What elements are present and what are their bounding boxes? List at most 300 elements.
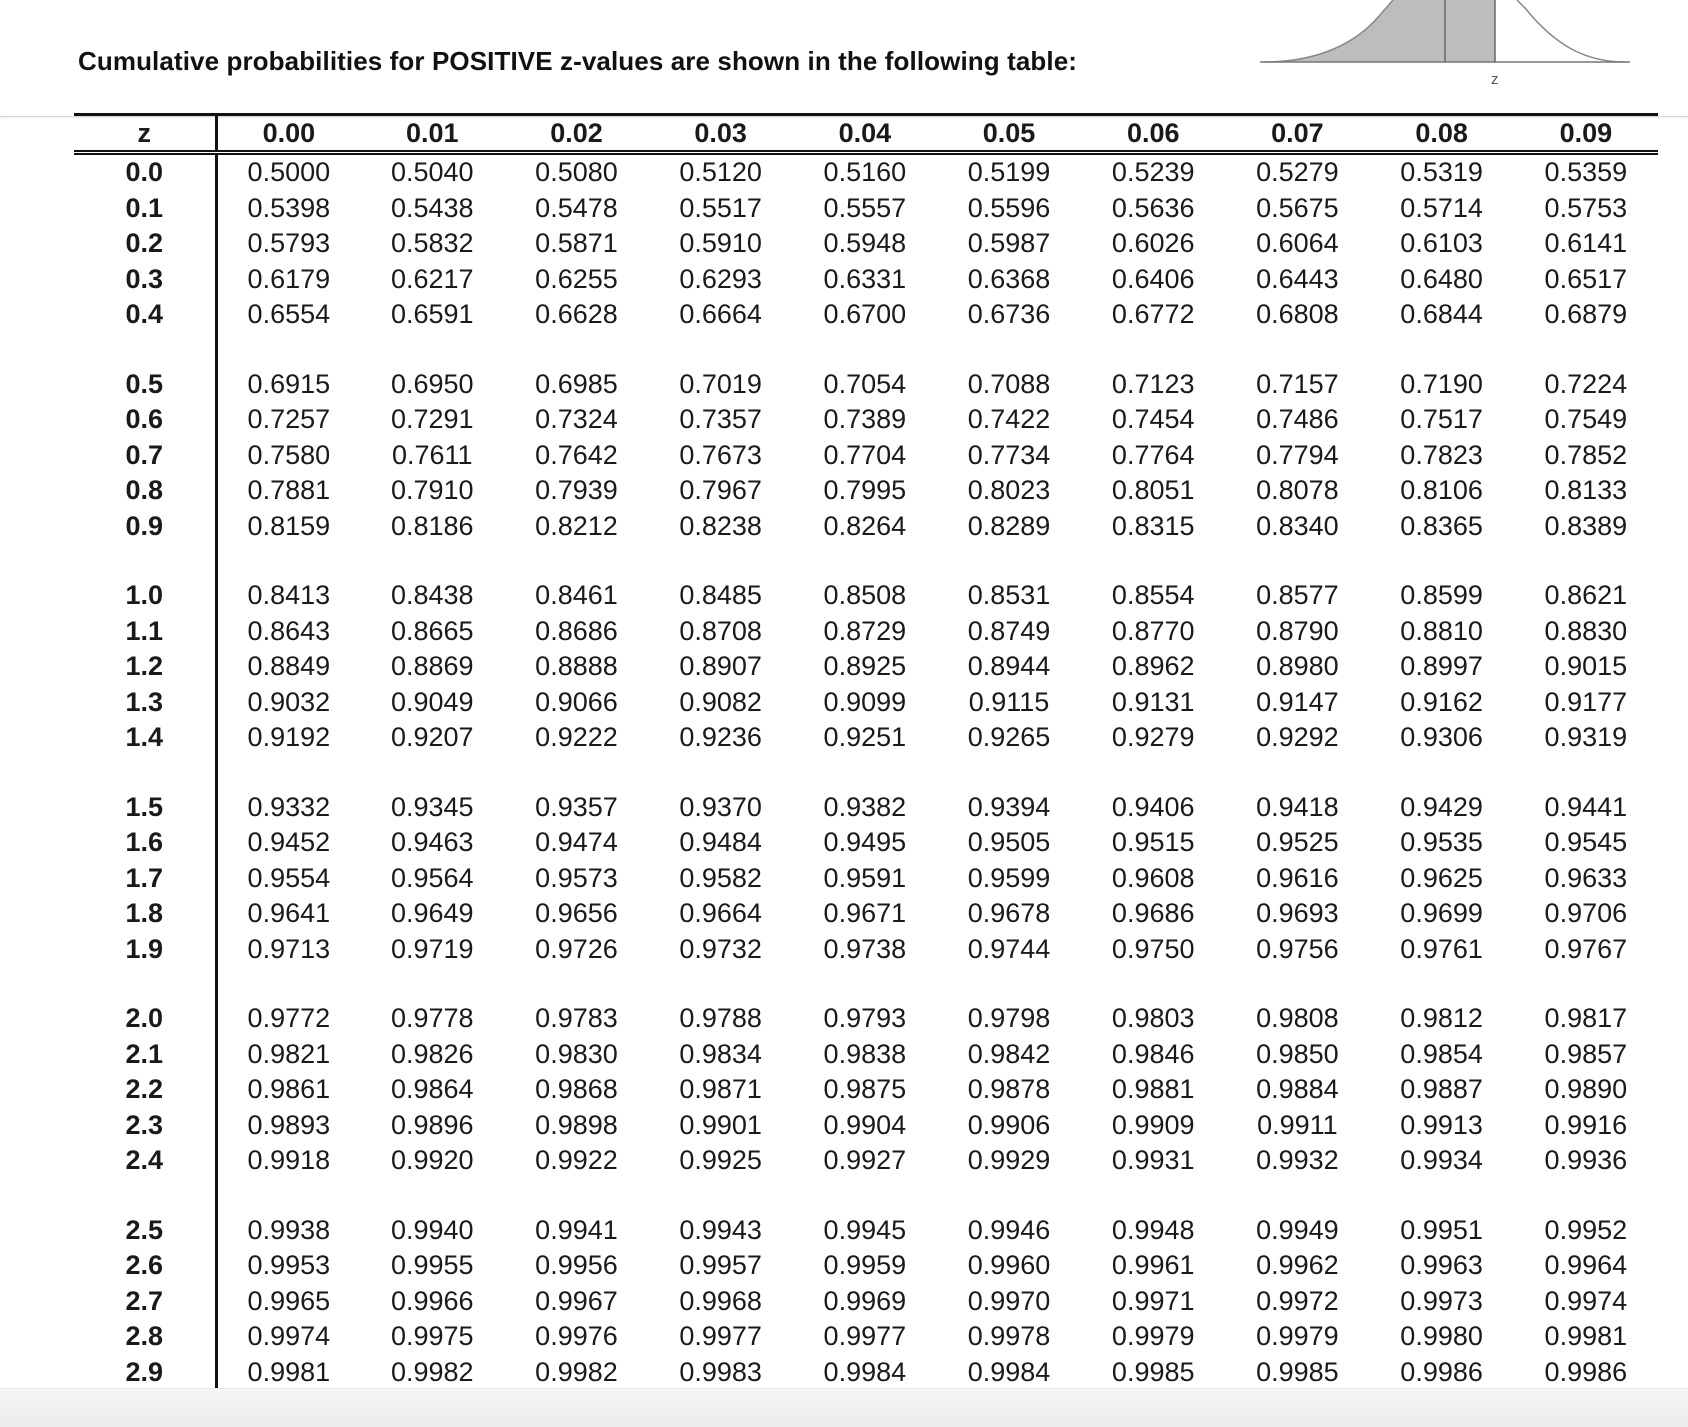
table-row bbox=[74, 509, 1658, 545]
probability-cell: 0.7224 bbox=[1544, 368, 1628, 399]
table-row bbox=[74, 1072, 1658, 1108]
probability-cell: 0.9279 bbox=[1111, 722, 1195, 753]
probability-cell: 0.9744 bbox=[967, 933, 1051, 964]
probability-cell: 0.9082 bbox=[679, 686, 762, 717]
spacer-cell bbox=[74, 544, 216, 578]
z-value: 1.4 bbox=[74, 720, 216, 756]
probability-cell: 0.5910 bbox=[679, 228, 762, 259]
probability-cell: 0.9406 bbox=[1111, 791, 1195, 822]
probability-cell: 0.9693 bbox=[1256, 898, 1339, 929]
probability-cell: 0.8508 bbox=[823, 580, 907, 611]
group-spacer bbox=[74, 544, 1658, 578]
probability-cell: 0.9941 bbox=[535, 1214, 618, 1245]
probability-cell: 0.8461 bbox=[535, 580, 618, 611]
probability-cell: 0.9984 bbox=[823, 1356, 907, 1387]
probability-cell: 0.7794 bbox=[1256, 439, 1339, 470]
probability-cell: 0.9984 bbox=[967, 1356, 1051, 1387]
probability-cell: 0.5793 bbox=[247, 228, 331, 259]
probability-cell: 0.9978 bbox=[967, 1321, 1051, 1352]
spacer-cell bbox=[216, 1179, 1658, 1213]
probability-cell: 0.5557 bbox=[823, 192, 907, 223]
probability-cell: 0.9564 bbox=[390, 862, 474, 893]
probability-cell: 0.9452 bbox=[247, 827, 331, 858]
probability-cell: 0.6331 bbox=[823, 263, 907, 294]
probability-cell: 0.9955 bbox=[390, 1250, 474, 1281]
probability-cell: 0.8264 bbox=[823, 510, 907, 541]
probability-cell: 0.9961 bbox=[1111, 1250, 1195, 1281]
spacer-cell bbox=[216, 333, 1658, 367]
group-spacer bbox=[74, 756, 1658, 790]
probability-cell: 0.7357 bbox=[679, 404, 762, 435]
probability-cell: 0.7734 bbox=[967, 439, 1051, 470]
column-header: 0.02 bbox=[504, 115, 648, 153]
probability-cell: 0.9981 bbox=[247, 1356, 331, 1387]
bottom-edge bbox=[0, 1388, 1688, 1427]
table-row bbox=[74, 1284, 1658, 1320]
probability-cell: 0.9817 bbox=[1544, 1003, 1628, 1034]
probability-cell: 0.8389 bbox=[1544, 510, 1628, 541]
probability-cell: 0.6664 bbox=[679, 299, 762, 330]
probability-cell: 0.8315 bbox=[1111, 510, 1195, 541]
probability-cell: 0.7157 bbox=[1256, 368, 1339, 399]
probability-cell: 0.9931 bbox=[1111, 1145, 1195, 1176]
probability-cell: 0.9846 bbox=[1111, 1038, 1195, 1069]
probability-cell: 0.7549 bbox=[1544, 404, 1628, 435]
probability-cell: 0.7910 bbox=[390, 475, 474, 506]
probability-cell: 0.9099 bbox=[823, 686, 907, 717]
z-value: 2.6 bbox=[74, 1248, 216, 1284]
probability-cell: 0.6443 bbox=[1256, 263, 1339, 294]
spacer-cell bbox=[74, 967, 216, 1001]
probability-cell: 0.8413 bbox=[247, 580, 331, 611]
probability-cell: 0.7291 bbox=[390, 404, 474, 435]
probability-cell: 0.9495 bbox=[823, 827, 907, 858]
probability-cell: 0.9977 bbox=[823, 1321, 907, 1352]
table-row bbox=[74, 825, 1658, 861]
probability-cell: 0.9370 bbox=[679, 791, 762, 822]
probability-cell: 0.9162 bbox=[1400, 686, 1483, 717]
probability-cell: 0.7611 bbox=[391, 439, 473, 470]
spacer-cell bbox=[74, 756, 216, 790]
probability-cell: 0.6772 bbox=[1111, 299, 1195, 330]
probability-cell: 0.8531 bbox=[967, 580, 1051, 611]
probability-cell: 0.8485 bbox=[679, 580, 762, 611]
probability-cell: 0.8554 bbox=[1111, 580, 1195, 611]
probability-cell: 0.7190 bbox=[1400, 368, 1483, 399]
probability-cell: 0.7257 bbox=[247, 404, 331, 435]
group-spacer bbox=[74, 333, 1658, 367]
z-value: 2.2 bbox=[74, 1072, 216, 1108]
probability-cell: 0.8159 bbox=[247, 510, 331, 541]
probability-cell: 0.8238 bbox=[679, 510, 762, 541]
table-row bbox=[74, 932, 1658, 968]
probability-cell: 0.9913 bbox=[1400, 1109, 1483, 1140]
probability-cell: 0.9901 bbox=[679, 1109, 762, 1140]
z-value: 1.5 bbox=[74, 790, 216, 826]
probability-cell: 0.9798 bbox=[967, 1003, 1051, 1034]
column-header: 0.07 bbox=[1225, 115, 1369, 153]
column-header: 0.08 bbox=[1370, 115, 1514, 153]
probability-cell: 0.9783 bbox=[535, 1003, 618, 1034]
probability-cell: 0.6915 bbox=[247, 368, 331, 399]
probability-cell: 0.7324 bbox=[535, 404, 618, 435]
probability-cell: 0.8770 bbox=[1111, 615, 1195, 646]
probability-cell: 0.6700 bbox=[823, 299, 907, 330]
probability-cell: 0.5398 bbox=[247, 192, 331, 223]
probability-cell: 0.9920 bbox=[390, 1145, 474, 1176]
probability-cell: 0.9738 bbox=[823, 933, 907, 964]
table-row bbox=[74, 367, 1658, 403]
probability-cell: 0.9591 bbox=[823, 862, 907, 893]
probability-cell: 0.9979 bbox=[1256, 1321, 1339, 1352]
probability-cell: 0.8289 bbox=[967, 510, 1051, 541]
probability-cell: 0.9207 bbox=[390, 722, 474, 753]
probability-cell: 0.9732 bbox=[679, 933, 762, 964]
probability-cell: 0.7454 bbox=[1111, 404, 1195, 435]
probability-cell: 0.7123 bbox=[1111, 368, 1195, 399]
probability-cell: 0.8078 bbox=[1256, 475, 1339, 506]
probability-cell: 0.9633 bbox=[1544, 862, 1628, 893]
probability-cell: 0.9418 bbox=[1256, 791, 1339, 822]
probability-cell: 0.9975 bbox=[390, 1321, 474, 1352]
probability-cell: 0.9474 bbox=[535, 827, 618, 858]
probability-cell: 0.9965 bbox=[247, 1285, 331, 1316]
probability-cell: 0.8962 bbox=[1111, 651, 1195, 682]
probability-cell: 0.7673 bbox=[679, 439, 762, 470]
probability-cell: 0.9974 bbox=[247, 1321, 331, 1352]
probability-cell: 0.9982 bbox=[535, 1356, 618, 1387]
probability-cell: 0.9871 bbox=[679, 1074, 762, 1105]
probability-cell: 0.5359 bbox=[1544, 157, 1628, 188]
probability-cell: 0.9616 bbox=[1256, 862, 1339, 893]
probability-cell: 0.9973 bbox=[1400, 1285, 1483, 1316]
probability-cell: 0.9664 bbox=[679, 898, 762, 929]
probability-cell: 0.8106 bbox=[1400, 475, 1483, 506]
column-header: 0.09 bbox=[1514, 115, 1658, 153]
probability-cell: 0.9977 bbox=[679, 1321, 762, 1352]
probability-cell: 0.9951 bbox=[1400, 1214, 1483, 1245]
probability-cell: 0.9929 bbox=[967, 1145, 1051, 1176]
probability-cell: 0.5596 bbox=[967, 192, 1051, 223]
probability-cell: 0.7939 bbox=[535, 475, 618, 506]
probability-cell: 0.7088 bbox=[967, 368, 1051, 399]
probability-cell: 0.8212 bbox=[535, 510, 618, 541]
z-value: 2.5 bbox=[74, 1213, 216, 1249]
probability-cell: 0.9906 bbox=[967, 1109, 1051, 1140]
probability-cell: 0.9857 bbox=[1544, 1038, 1628, 1069]
probability-cell: 0.8133 bbox=[1544, 475, 1628, 506]
probability-cell: 0.9582 bbox=[679, 862, 762, 893]
probability-cell: 0.9934 bbox=[1400, 1145, 1483, 1176]
probability-cell: 0.9306 bbox=[1400, 722, 1483, 753]
probability-cell: 0.9545 bbox=[1544, 827, 1628, 858]
probability-cell: 0.9515 bbox=[1111, 827, 1195, 858]
table-row bbox=[74, 649, 1658, 685]
probability-cell: 0.9115 bbox=[968, 686, 1050, 717]
z-value: 1.2 bbox=[74, 649, 216, 685]
probability-cell: 0.9985 bbox=[1256, 1356, 1339, 1387]
z-value: 2.9 bbox=[74, 1355, 216, 1391]
probability-cell: 0.9032 bbox=[247, 686, 331, 717]
spacer-cell bbox=[216, 967, 1658, 1001]
table-row bbox=[74, 896, 1658, 932]
probability-cell: 0.9838 bbox=[823, 1038, 907, 1069]
shaded-area bbox=[1265, 0, 1495, 62]
probability-cell: 0.9808 bbox=[1256, 1003, 1339, 1034]
probability-cell: 0.7995 bbox=[823, 475, 907, 506]
probability-cell: 0.6985 bbox=[535, 368, 618, 399]
z-value: 1.9 bbox=[74, 932, 216, 968]
z-value: 2.4 bbox=[74, 1143, 216, 1179]
probability-cell: 0.9192 bbox=[247, 722, 331, 753]
probability-cell: 0.9713 bbox=[247, 933, 331, 964]
probability-cell: 0.9948 bbox=[1111, 1214, 1195, 1245]
probability-cell: 0.9251 bbox=[823, 722, 907, 753]
probability-cell: 0.9976 bbox=[535, 1321, 618, 1352]
table-row bbox=[74, 191, 1658, 227]
probability-cell: 0.7852 bbox=[1544, 439, 1628, 470]
probability-cell: 0.9686 bbox=[1111, 898, 1195, 929]
probability-cell: 0.8340 bbox=[1256, 510, 1339, 541]
table-row bbox=[74, 685, 1658, 721]
table-row bbox=[74, 1143, 1658, 1179]
column-header: 0.01 bbox=[360, 115, 504, 153]
probability-cell: 0.9830 bbox=[535, 1038, 618, 1069]
probability-cell: 0.9986 bbox=[1544, 1356, 1628, 1387]
probability-cell: 0.9599 bbox=[967, 862, 1051, 893]
table-row bbox=[74, 262, 1658, 298]
probability-cell: 0.9854 bbox=[1400, 1038, 1483, 1069]
z-value: 2.1 bbox=[74, 1037, 216, 1073]
probability-cell: 0.7486 bbox=[1256, 404, 1339, 435]
probability-cell: 0.5517 bbox=[679, 192, 762, 223]
probability-cell: 0.9573 bbox=[535, 862, 618, 893]
probability-cell: 0.9147 bbox=[1256, 686, 1339, 717]
probability-cell: 0.8980 bbox=[1256, 651, 1339, 682]
probability-cell: 0.9966 bbox=[390, 1285, 474, 1316]
probability-cell: 0.9878 bbox=[967, 1074, 1051, 1105]
z-value: 1.3 bbox=[74, 685, 216, 721]
probability-cell: 0.9953 bbox=[247, 1250, 331, 1281]
probability-cell: 0.9943 bbox=[679, 1214, 762, 1245]
probability-cell: 0.9932 bbox=[1256, 1145, 1339, 1176]
probability-cell: 0.6808 bbox=[1256, 299, 1339, 330]
probability-cell: 0.9864 bbox=[390, 1074, 474, 1105]
probability-cell: 0.9625 bbox=[1400, 862, 1483, 893]
probability-cell: 0.9970 bbox=[967, 1285, 1051, 1316]
probability-cell: 0.6179 bbox=[247, 263, 331, 294]
probability-cell: 0.9946 bbox=[967, 1214, 1051, 1245]
probability-cell: 0.6368 bbox=[967, 263, 1051, 294]
probability-cell: 0.9875 bbox=[823, 1074, 907, 1105]
probability-cell: 0.8907 bbox=[679, 651, 762, 682]
probability-cell: 0.9429 bbox=[1400, 791, 1483, 822]
table-row bbox=[74, 861, 1658, 897]
table-row bbox=[74, 1213, 1658, 1249]
probability-cell: 0.9793 bbox=[823, 1003, 907, 1034]
probability-cell: 0.8708 bbox=[679, 615, 762, 646]
probability-cell: 0.9131 bbox=[1111, 686, 1195, 717]
probability-cell: 0.5160 bbox=[823, 157, 907, 188]
probability-cell: 0.7389 bbox=[823, 404, 907, 435]
probability-cell: 0.7881 bbox=[247, 475, 331, 506]
table-row bbox=[74, 1355, 1658, 1391]
probability-cell: 0.9821 bbox=[247, 1038, 331, 1069]
probability-cell: 0.9525 bbox=[1256, 827, 1339, 858]
probability-cell: 0.9960 bbox=[967, 1250, 1051, 1281]
probability-cell: 0.5714 bbox=[1400, 192, 1483, 223]
probability-cell: 0.5871 bbox=[535, 228, 618, 259]
probability-cell: 0.6517 bbox=[1544, 263, 1628, 294]
probability-cell: 0.5120 bbox=[679, 157, 762, 188]
probability-cell: 0.9834 bbox=[679, 1038, 762, 1069]
probability-cell: 0.8665 bbox=[390, 615, 474, 646]
z-value: 0.2 bbox=[74, 226, 216, 262]
probability-cell: 0.9956 bbox=[535, 1250, 618, 1281]
probability-cell: 0.9927 bbox=[823, 1145, 907, 1176]
z-value: 0.3 bbox=[74, 262, 216, 298]
z-value: 0.6 bbox=[74, 402, 216, 438]
probability-cell: 0.9222 bbox=[535, 722, 618, 753]
probability-cell: 0.9671 bbox=[823, 898, 907, 929]
z-value: 1.7 bbox=[74, 861, 216, 897]
z-value: 2.0 bbox=[74, 1001, 216, 1037]
probability-cell: 0.8686 bbox=[535, 615, 618, 646]
probability-cell: 0.7517 bbox=[1400, 404, 1483, 435]
probability-cell: 0.9887 bbox=[1400, 1074, 1483, 1105]
probability-cell: 0.9049 bbox=[390, 686, 474, 717]
probability-cell: 0.9925 bbox=[679, 1145, 762, 1176]
probability-cell: 0.9980 bbox=[1400, 1321, 1483, 1352]
probability-cell: 0.6591 bbox=[390, 299, 474, 330]
probability-cell: 0.9890 bbox=[1544, 1074, 1628, 1105]
probability-cell: 0.8944 bbox=[967, 651, 1051, 682]
probability-cell: 0.9292 bbox=[1256, 722, 1339, 753]
probability-cell: 0.9767 bbox=[1544, 933, 1628, 964]
spacer-cell bbox=[74, 333, 216, 367]
probability-cell: 0.8365 bbox=[1400, 510, 1483, 541]
probability-cell: 0.6628 bbox=[535, 299, 618, 330]
probability-cell: 0.9968 bbox=[679, 1285, 762, 1316]
z-table-container bbox=[74, 113, 1658, 1390]
probability-cell: 0.7704 bbox=[823, 439, 907, 470]
probability-cell: 0.9893 bbox=[247, 1109, 331, 1140]
probability-cell: 0.5199 bbox=[967, 157, 1051, 188]
probability-cell: 0.9952 bbox=[1544, 1214, 1628, 1245]
probability-cell: 0.9945 bbox=[823, 1214, 907, 1245]
probability-cell: 0.8830 bbox=[1544, 615, 1628, 646]
probability-cell: 0.9441 bbox=[1544, 791, 1628, 822]
probability-cell: 0.8997 bbox=[1400, 651, 1483, 682]
probability-cell: 0.9938 bbox=[247, 1214, 331, 1245]
z-header: z bbox=[74, 115, 216, 153]
probability-cell: 0.9236 bbox=[679, 722, 762, 753]
probability-cell: 0.9983 bbox=[679, 1356, 762, 1387]
probability-cell: 0.9826 bbox=[390, 1038, 474, 1069]
probability-cell: 0.9969 bbox=[823, 1285, 907, 1316]
probability-cell: 0.5675 bbox=[1256, 192, 1339, 223]
probability-cell: 0.5040 bbox=[390, 157, 474, 188]
probability-cell: 0.9936 bbox=[1544, 1145, 1628, 1176]
probability-cell: 0.9015 bbox=[1544, 651, 1628, 682]
probability-cell: 0.9778 bbox=[390, 1003, 474, 1034]
probability-cell: 0.6554 bbox=[247, 299, 331, 330]
probability-cell: 0.7967 bbox=[679, 475, 762, 506]
probability-cell: 0.9974 bbox=[1544, 1285, 1628, 1316]
probability-cell: 0.9382 bbox=[823, 791, 907, 822]
column-header: 0.05 bbox=[937, 115, 1081, 153]
z-value: 0.4 bbox=[74, 297, 216, 333]
probability-cell: 0.9505 bbox=[967, 827, 1051, 858]
probability-cell: 0.8621 bbox=[1544, 580, 1628, 611]
probability-cell: 0.8186 bbox=[390, 510, 474, 541]
z-axis-label: z bbox=[1491, 71, 1499, 88]
probability-cell: 0.9761 bbox=[1400, 933, 1483, 964]
probability-cell: 0.9678 bbox=[967, 898, 1051, 929]
probability-cell: 0.9463 bbox=[390, 827, 474, 858]
group-spacer bbox=[74, 1179, 1658, 1213]
probability-cell: 0.9979 bbox=[1111, 1321, 1195, 1352]
probability-cell: 0.9177 bbox=[1544, 686, 1628, 717]
probability-cell: 0.6217 bbox=[390, 263, 474, 294]
probability-cell: 0.8810 bbox=[1400, 615, 1483, 646]
probability-cell: 0.6293 bbox=[679, 263, 762, 294]
probability-cell: 0.9535 bbox=[1400, 827, 1483, 858]
page-title: Cumulative probabilities for POSITIVE z-values are shown in the following table: bbox=[78, 46, 1078, 76]
probability-cell: 0.9916 bbox=[1544, 1109, 1628, 1140]
probability-cell: 0.8438 bbox=[390, 580, 474, 611]
probability-cell: 0.9957 bbox=[679, 1250, 762, 1281]
probability-cell: 0.6879 bbox=[1544, 299, 1628, 330]
probability-cell: 0.5948 bbox=[823, 228, 907, 259]
probability-cell: 0.5832 bbox=[390, 228, 474, 259]
table-row bbox=[74, 473, 1658, 509]
column-header: 0.00 bbox=[216, 115, 360, 153]
probability-cell: 0.9985 bbox=[1111, 1356, 1195, 1387]
probability-cell: 0.8051 bbox=[1111, 475, 1195, 506]
probability-cell: 0.9484 bbox=[679, 827, 762, 858]
probability-cell: 0.9982 bbox=[390, 1356, 474, 1387]
probability-cell: 0.8925 bbox=[823, 651, 907, 682]
z-value: 0.5 bbox=[74, 367, 216, 403]
table-row bbox=[74, 790, 1658, 826]
probability-cell: 0.9940 bbox=[390, 1214, 474, 1245]
probability-cell: 0.9842 bbox=[967, 1038, 1051, 1069]
probability-cell: 0.9949 bbox=[1256, 1214, 1339, 1245]
probability-cell: 0.9986 bbox=[1400, 1356, 1483, 1387]
column-header: 0.04 bbox=[793, 115, 937, 153]
probability-cell: 0.6950 bbox=[390, 368, 474, 399]
z-value: 0.8 bbox=[74, 473, 216, 509]
table-row bbox=[74, 578, 1658, 614]
probability-cell: 0.9608 bbox=[1111, 862, 1195, 893]
probability-cell: 0.8729 bbox=[823, 615, 907, 646]
probability-cell: 0.9719 bbox=[390, 933, 474, 964]
table-row bbox=[74, 153, 1658, 191]
probability-cell: 0.9357 bbox=[535, 791, 618, 822]
probability-cell: 0.9861 bbox=[247, 1074, 331, 1105]
probability-cell: 0.6736 bbox=[967, 299, 1051, 330]
table-row bbox=[74, 1108, 1658, 1144]
probability-cell: 0.9699 bbox=[1400, 898, 1483, 929]
probability-cell: 0.8643 bbox=[247, 615, 331, 646]
probability-cell: 0.5753 bbox=[1544, 192, 1628, 223]
probability-cell: 0.7764 bbox=[1111, 439, 1195, 470]
column-header: 0.03 bbox=[649, 115, 793, 153]
table-row bbox=[74, 226, 1658, 262]
probability-cell: 0.9967 bbox=[535, 1285, 618, 1316]
probability-cell: 0.5319 bbox=[1400, 157, 1483, 188]
